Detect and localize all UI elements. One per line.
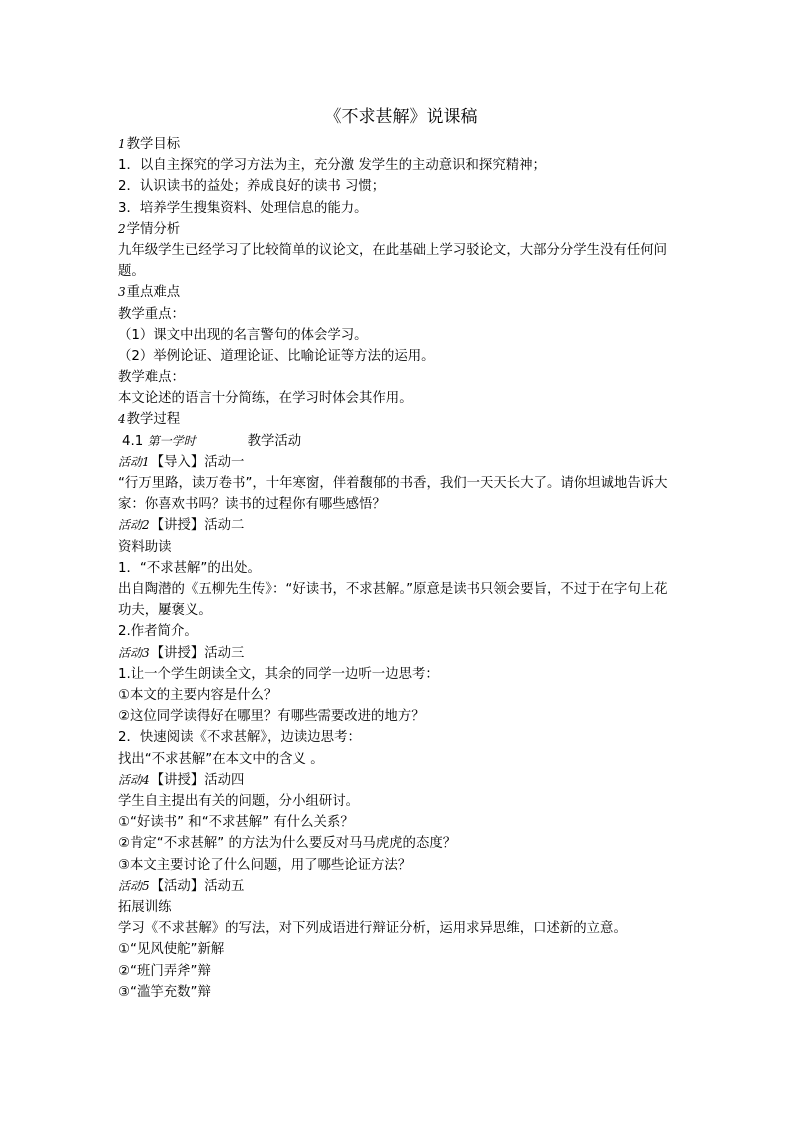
activity-label: 【活动】活动五	[150, 878, 245, 894]
activity-text: ①本文的主要内容是什么？	[118, 688, 278, 704]
subheading: 教学难点：	[118, 370, 185, 386]
activity-label: 【讲授】活动三	[150, 645, 245, 661]
section-label: 教学过程	[126, 412, 181, 428]
subsection-heading	[118, 431, 680, 452]
activity-heading	[118, 515, 680, 536]
section-number: 4	[118, 412, 126, 427]
activity-tag: 活动	[118, 645, 143, 660]
activity-text: ②这位同学读得好在哪里？有哪些需要改进的地方？	[118, 709, 425, 725]
list-item: 2．认识读书的益处；养成良好的读书 习惯；	[118, 179, 386, 195]
section-heading	[118, 134, 680, 155]
list-item: （1）课文中出现的名言警句的体会学习。	[118, 327, 368, 343]
section-label: 学情分析	[126, 221, 181, 237]
activity-heading	[118, 643, 680, 664]
document-title: 《不求甚解》说课稿	[324, 107, 478, 127]
activity-text: 2．快速阅读《不求甚解》，边读边思考：	[118, 730, 361, 746]
activity-text: 拓展训练	[118, 900, 172, 916]
activity-text: 学习《不求甚解》的写法，对下列成语进行辩证分析，运用求异思维，口述新的立意。	[118, 921, 627, 937]
activity-text: ②“班门弄斧”辩	[118, 963, 211, 979]
paragraph: 本文论述的语言十分简练，在学习时体会其作用。	[118, 391, 413, 407]
list-item: 3．培养学生搜集资料、处理信息的能力。	[118, 200, 368, 216]
activity-text: 2.作者简介。	[118, 624, 198, 640]
activity-text: “行万里路，读万卷书”，十年寒窗，伴着馥郁的书香，我们一天天长大了。请你坦诚地告诉大家：你喜欢书吗？读书的过程你有哪些感悟？	[118, 476, 668, 513]
activity-label: 【讲授】活动二	[150, 518, 245, 534]
list-item: 1．以自主探究的学习方法为主，充分激 发学生的主动意识和探究精神；	[118, 158, 546, 174]
section-heading	[118, 219, 680, 240]
list-item: （2）举例论证、道理论证、比喻论证等方法的运用。	[118, 348, 435, 364]
document-page	[118, 100, 680, 1003]
activity-heading	[118, 452, 680, 473]
activity-text: 1．“不求甚解”的出处。	[118, 560, 261, 576]
section-heading	[118, 409, 680, 430]
activity-number: 4	[142, 772, 150, 787]
section-heading	[118, 282, 680, 303]
subsection-label: 教学活动	[247, 433, 302, 449]
activity-number: 1	[142, 454, 150, 469]
activity-label: 【讲授】活动四	[150, 772, 245, 788]
activity-text: 出自陶潜的《五柳先生传》：“好读书，不求甚解。”原意是读书只领会要旨，不过于在字句上花功夫，屢褒义。	[118, 582, 668, 619]
activity-tag: 活动	[118, 878, 143, 893]
activity-text: 1.让一个学生朗读全文，其余的同学一边听一边思考：	[118, 666, 439, 682]
activity-heading	[118, 770, 680, 791]
activity-text: ①“见风使舵”新解	[118, 942, 225, 958]
activity-tag: 活动	[118, 772, 143, 787]
section-number: 2	[118, 221, 126, 236]
activity-text: ③“滥竽充数”辩	[118, 984, 211, 1000]
subsection-number: 4.1	[122, 433, 144, 449]
section-label: 重点难点	[126, 285, 181, 301]
section-label: 教学目标	[126, 137, 181, 152]
activity-number: 5	[142, 878, 150, 893]
activity-label: 【导入】活动一	[150, 454, 245, 470]
subsection-italic: 第一学时	[147, 433, 196, 448]
activity-list	[118, 452, 680, 1003]
activity-text: ①“好读书” 和“不求甚解” 有什么关系？	[118, 815, 354, 831]
activity-text: 学生自主提出有关的问题，分小组研讨。	[118, 794, 360, 810]
subheading: 教学重点：	[118, 306, 185, 322]
section-number: 3	[118, 285, 126, 300]
activity-text: 资料助读	[118, 539, 172, 555]
activity-text: 找出“不求甚解”在本文中的含义 。	[118, 751, 324, 767]
activity-text: ②肯定“不求甚解” 的方法为什么要反对马马虎虎的态度？	[118, 836, 457, 852]
activity-number: 3	[142, 645, 150, 660]
activity-number: 2	[142, 518, 150, 533]
paragraph: 九年级学生已经学习了比较简单的议论文，在此基础上学习驳论文，大部分分学生没有任何问题。	[118, 242, 668, 280]
section-number: 1	[118, 137, 126, 151]
activity-tag: 活动	[118, 518, 143, 533]
activity-tag: 活动	[118, 454, 143, 469]
activity-heading	[118, 876, 680, 897]
activity-text: ③本文主要讨论了什么问题，用了哪些论证方法？	[118, 857, 412, 873]
